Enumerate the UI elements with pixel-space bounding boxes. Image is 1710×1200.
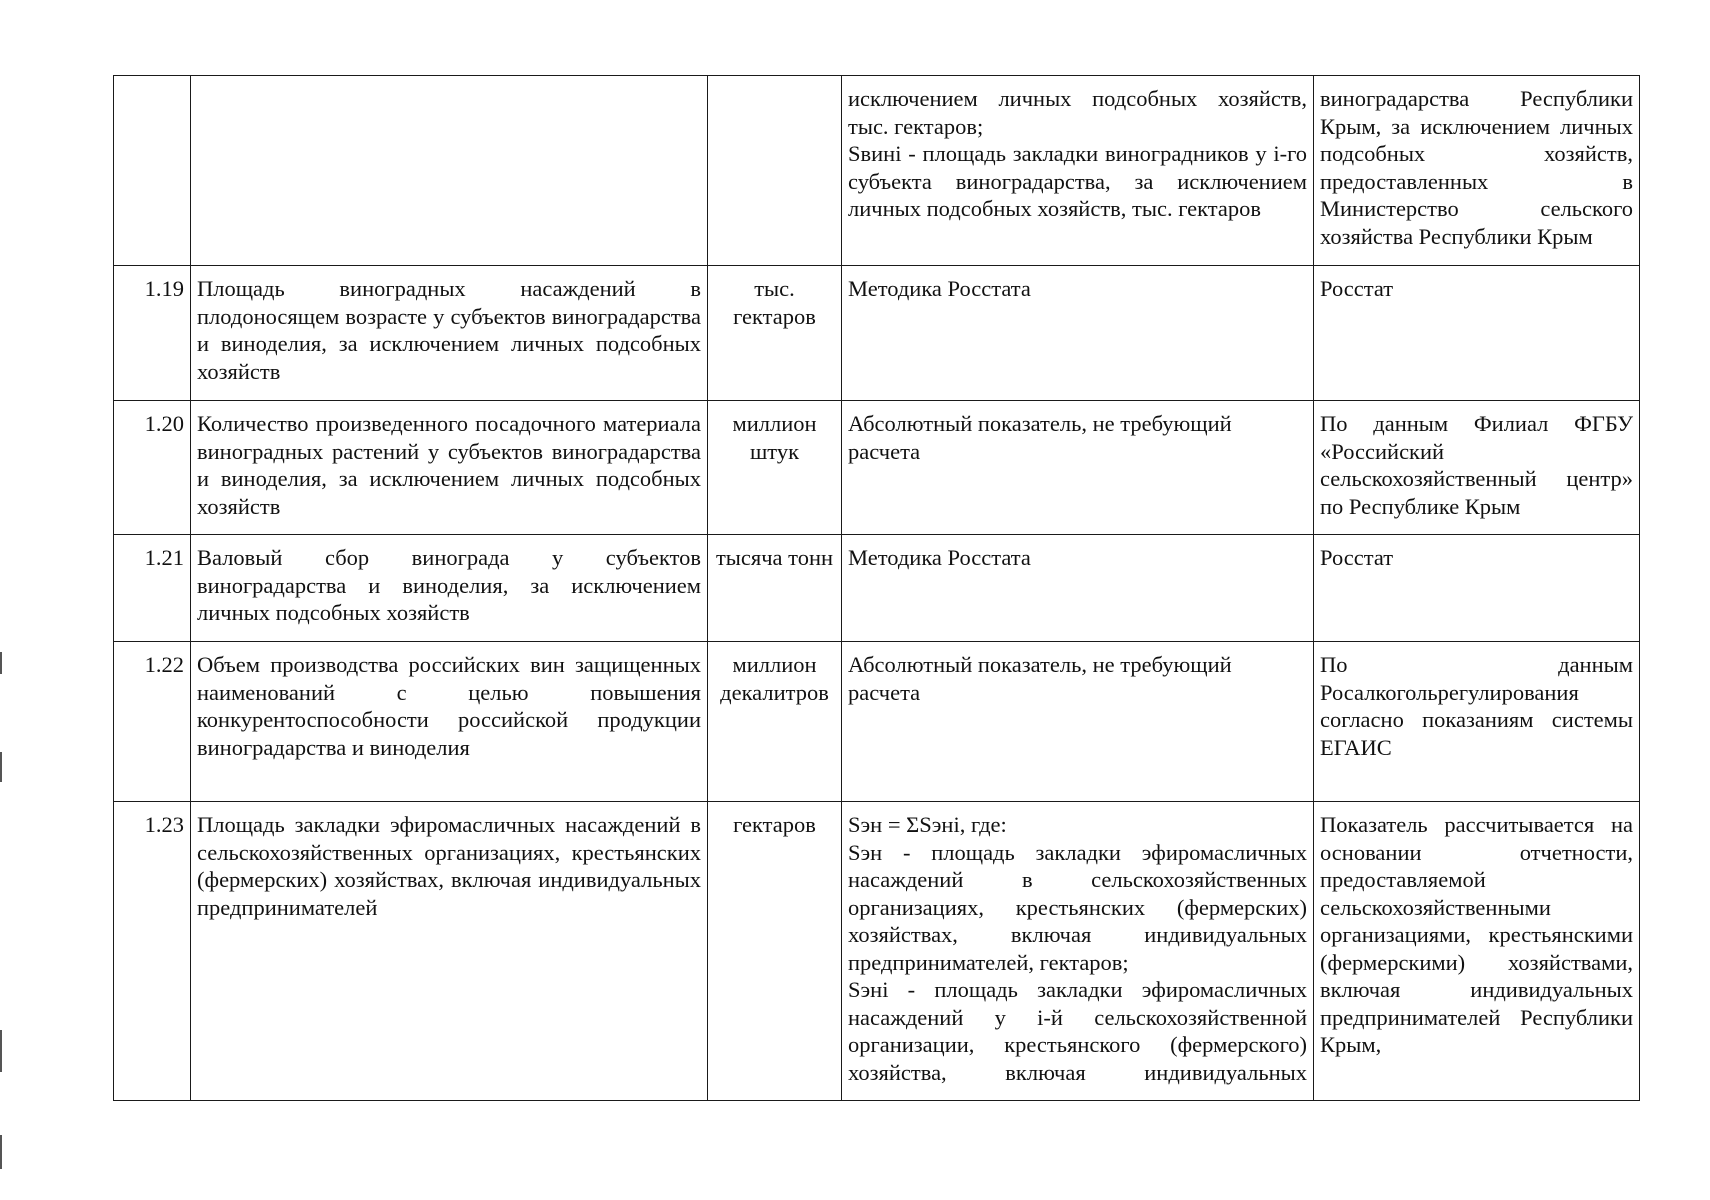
table-row xyxy=(114,401,1640,535)
row-number xyxy=(114,76,191,266)
source-paragraph: По данным Росалкогольрегулирования согласно показаниям системы ЕГАИС xyxy=(1320,652,1633,760)
table-row xyxy=(114,642,1640,802)
indicator-unit: тысяча тонн xyxy=(708,535,842,642)
method-paragraph: Sэн = ΣSэнi, где: xyxy=(848,812,1007,837)
indicator-name xyxy=(191,642,708,802)
row-number: 1.23 xyxy=(114,802,191,1101)
indicator-name xyxy=(191,76,708,266)
indicator-name xyxy=(191,266,708,401)
table-row xyxy=(114,802,1640,1101)
data-source xyxy=(1314,76,1640,266)
indicator-unit: гектаров xyxy=(708,802,842,1101)
calculation-method xyxy=(842,802,1314,1101)
row-number: 1.22 xyxy=(114,642,191,802)
data-source xyxy=(1314,401,1640,535)
method-paragraph: Sэн - площадь закладки эфиромасличных насаждений в сельскохозяйственных организациях, крестьянских (фермерских) хозяйствах, включая индивидуальных предпринимателей, гектаров; xyxy=(848,839,1307,975)
calculation-method xyxy=(842,401,1314,535)
source-paragraph: По данным Филиал ФГБУ «Российский сельскохозяйственный центр» по Республике Крым xyxy=(1320,411,1633,519)
scan-artifact xyxy=(0,1135,2,1169)
method-paragraph: Абсолютный показатель, не требующий расчета xyxy=(848,652,1232,705)
indicator-name-text: Объем производства российских вин защищенных наименований с целью повышения конкурентоспособности российской продукции виноградарства и виноделия xyxy=(197,652,701,760)
indicator-name-text: Валовый сбор винограда у субъектов виноградарства и виноделия, за исключением личных подсобных хозяйств xyxy=(197,545,701,625)
data-source xyxy=(1314,802,1640,1101)
method-paragraph: Абсолютный показатель, не требующий расчета xyxy=(848,411,1232,464)
source-paragraph: Росстат xyxy=(1320,276,1394,301)
calculation-method xyxy=(842,642,1314,802)
method-paragraph: Sэнi - площадь закладки эфиромасличных насаждений у i-й сельскохозяйственной организации, крестьянского (фермерского) хозяйства, включая индивидуальных xyxy=(848,977,1307,1085)
indicator-unit: миллион штук xyxy=(708,401,842,535)
table-row xyxy=(114,535,1640,642)
calculation-method xyxy=(842,535,1314,642)
row-number: 1.21 xyxy=(114,535,191,642)
calculation-method xyxy=(842,76,1314,266)
indicator-unit: миллион декалитров xyxy=(708,642,842,802)
indicator-name xyxy=(191,401,708,535)
indicator-unit: тыс. гектаров xyxy=(708,266,842,401)
method-paragraph: Методика Росстата xyxy=(848,545,1031,570)
scan-artifact xyxy=(0,1030,2,1072)
indicator-unit xyxy=(708,76,842,266)
indicator-name-text: Площадь виноградных насаждений в плодоносящем возрасте у субъектов виноградарства и виноделия, за исключением личных подсобных хозяйств xyxy=(197,276,701,384)
source-paragraph: виноградарства Республики Крым, за исключением личных подсобных хозяйств, предоставленных в Министерство сельского хозяйства Республики Крым xyxy=(1320,86,1633,249)
calculation-method xyxy=(842,266,1314,401)
indicator-name xyxy=(191,802,708,1101)
indicators-table xyxy=(113,75,1640,1101)
data-source xyxy=(1314,535,1640,642)
method-paragraph: Методика Росстата xyxy=(848,276,1031,301)
table-row xyxy=(114,266,1640,401)
indicator-name xyxy=(191,535,708,642)
data-source xyxy=(1314,642,1640,802)
indicator-name-text: Количество произведенного посадочного материала виноградных растений у субъектов виноградарства и виноделия, за исключением личных подсобных хозяйств xyxy=(197,411,701,519)
method-paragraph: Sвинi - площадь закладки виноградников у i-го субъекта виноградарства, за исключением личных подсобных хозяйств, тыс. гектаров xyxy=(848,141,1307,221)
table-row xyxy=(114,76,1640,266)
row-number: 1.19 xyxy=(114,266,191,401)
scan-artifact xyxy=(0,752,2,782)
source-paragraph: Росстат xyxy=(1320,545,1394,570)
indicator-name-text: Площадь закладки эфиромасличных насаждений в сельскохозяйственных организациях, крестьянских (фермерских) хозяйствах, включая индивидуальных предпринимателей xyxy=(197,812,701,920)
source-paragraph: Показатель рассчитывается на основании отчетности, предоставляемой сельскохозяйственными организациями, крестьянскими (фермерскими) хозяйствами, включая индивидуальных предпринимателей Республики Крым, xyxy=(1320,812,1633,1057)
scan-artifact xyxy=(0,652,2,674)
data-source xyxy=(1314,266,1640,401)
method-paragraph: исключением личных подсобных хозяйств, тыс. гектаров; xyxy=(848,86,1307,139)
row-number: 1.20 xyxy=(114,401,191,535)
